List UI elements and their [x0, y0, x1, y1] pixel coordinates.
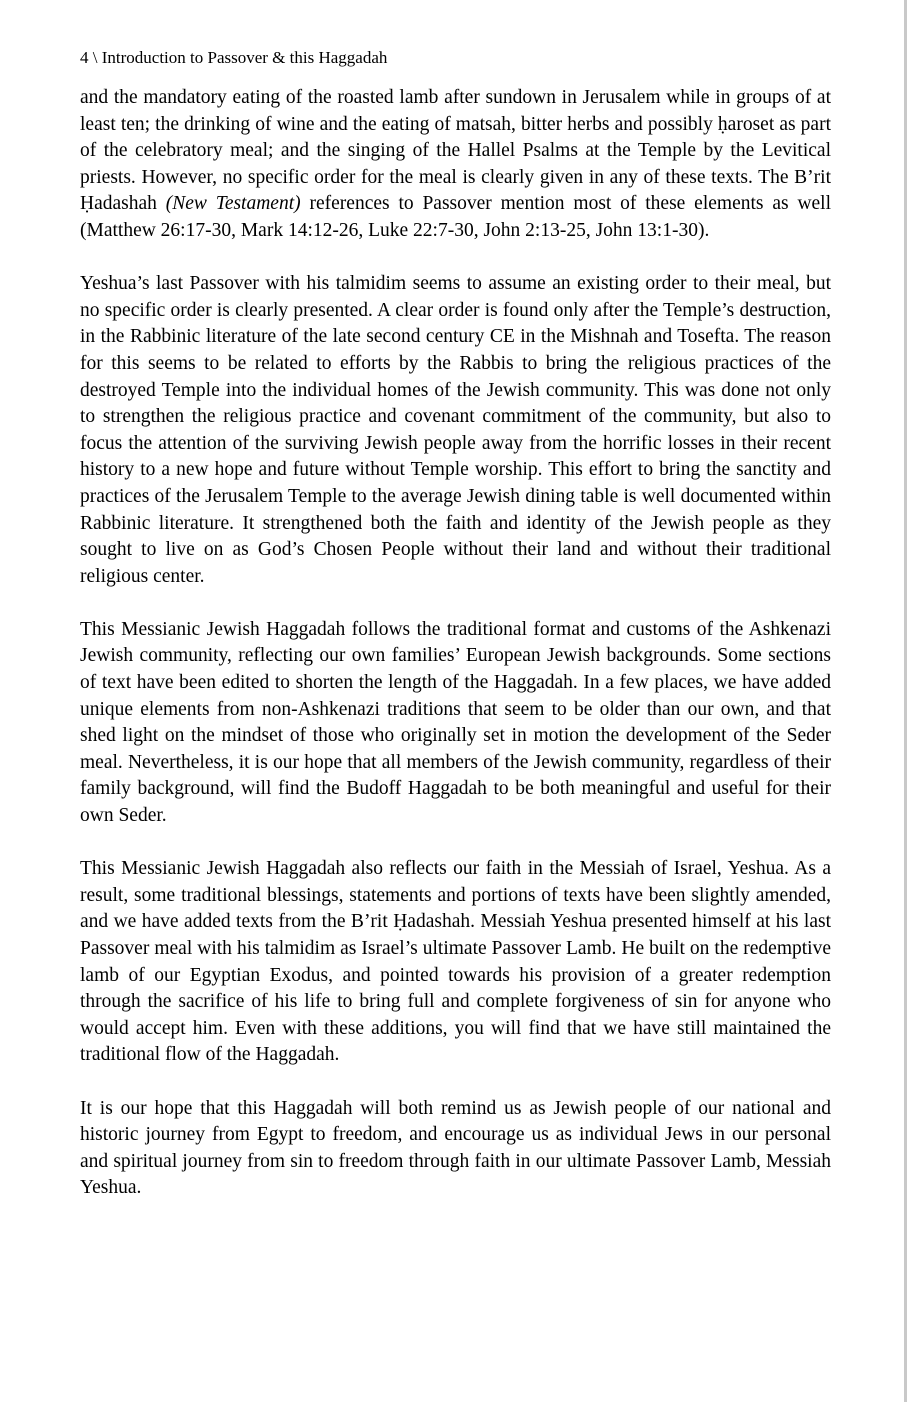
paragraph-2	[80, 271, 831, 590]
right-edge-line	[904, 0, 907, 1402]
text-run: This Messianic Jewish Haggadah also reflects our faith in the Messiah of Israel, Yeshua. As a result, some traditional blessings, statements and portions of texts have been slightly amended, and we have added texts from the B’rit Ḥadashah. Messiah Yeshua presented himself at his last Passover meal with his talmidim as Israel’s ultimate Passover Lamb. He built on the redemptive lamb of our Egyptian Exodus, and pointed towards his provision of a greater redemption through the sacrifice of his life to bring full and complete forgiveness of sin for anyone who would accept him. Even with these additions, you will find that we have still maintained the traditional flow of the Haggadah.	[80, 858, 831, 1066]
text-run: Yeshua’s last Passover with his talmidim seems to assume an existing order to their meal, but no specific order is clearly presented. A clear order is found only after the Temple’s destruction, in the Rabbinic literature of the late second century CE in the Mishnah and Tosefta. The reason for this seems to be related to efforts by the Rabbis to bring the religious practices of the destroyed Temple into the individual homes of the Jewish community. This was done not only to strengthen the religious practice and covenant commitment of the community, but also to focus the attention of the surviving Jewish people away from the horrific losses in their recent history to a new hope and future without Temple worship. This effort to bring the sanctity and practices of the Jerusalem Temple to the average Jewish dining table is well documented within Rabbinic literature. It strengthened both the faith and identity of the Jewish people as they sought to live on as God’s Chosen People without their land and without their traditional religious center.	[80, 273, 831, 587]
text-run: It is our hope that this Haggadah will both remind us as Jewish people of our national and historic journey from Egypt to freedom, and encourage us as individual Jews in our personal and spiritual journey from sin to freedom through faith in our ultimate Passover Lamb, Messiah Yeshua.	[80, 1097, 831, 1199]
running-header: 4 \ Introduction to Passover & this Haggadah	[80, 48, 388, 67]
text-run: This Messianic Jewish Haggadah follows the traditional format and customs of the Ashkenazi Jewish community, reflecting our own families’ European Jewish backgrounds. Some sections of text have been edited to shorten the length of the Haggadah. In a few places, we have added unique elements from non-Ashkenazi traditions that seem to be older than our own, and that shed light on the mindset of those who originally set in motion the development of the Seder meal. Nevertheless, it is our hope that all members of the Jewish community, regardless of their family background, will find the Budoff Haggadah to be both meaningful and useful for their own Seder.	[80, 618, 831, 827]
paragraph-1	[80, 85, 831, 245]
document-body	[80, 85, 831, 1202]
text-run: and the mandatory eating of the roasted lamb after sundown in Jerusalem while in groups of at least ten; the drinking of wine and the eating of matsah, bitter herbs and possibly ḥaroset as part of the celebratory meal; and the singing of the Hallel Psalms at the Temple by the Levitical priests. However, no specific order for the meal is clearly given in any of these texts. The B’rit Ḥadashah	[80, 87, 831, 215]
text-run: references to Passover mention most of these elements as well (Matthew 26:17-30, Mark 14:12-26, Luke 22:7-30, John 2:13-25, John 13:1-30).	[80, 193, 832, 241]
paragraph-5	[80, 1096, 831, 1202]
paragraph-3	[80, 617, 831, 830]
italic-text-run: (New Testament)	[165, 193, 301, 215]
paragraph-4	[80, 856, 831, 1069]
